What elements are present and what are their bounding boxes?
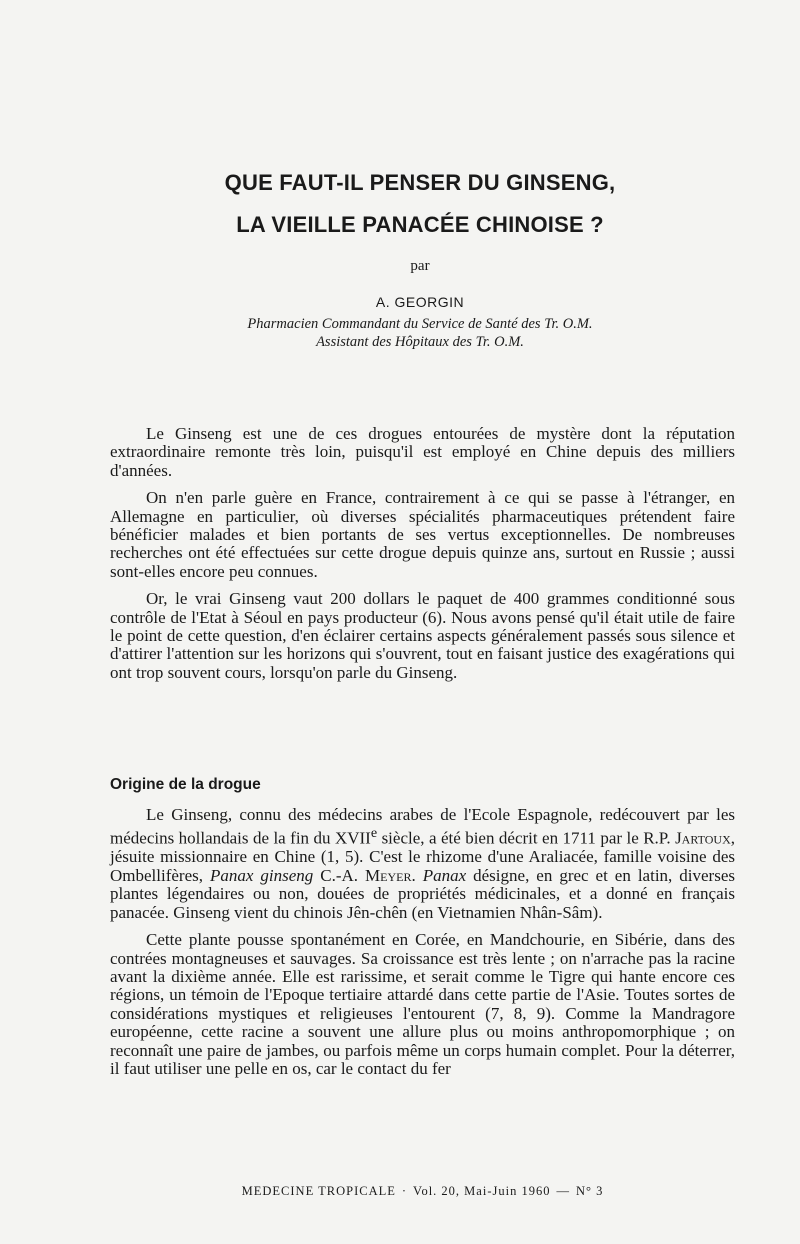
text-run: Le Ginseng, connu des médecins arabes de l'Ecole Espagnole, redécouvert par les médecins hollandais de la fin du xyxy=(110,805,735,849)
page-footer xyxy=(0,1184,800,1199)
article-title-line-1: QUE FAUT-IL PENSER DU GINSENG, xyxy=(224,170,616,195)
author-ref-meyer: Meyer xyxy=(365,865,412,885)
intro-section xyxy=(110,425,735,691)
text-run: , jésuite missionnaire en Chine (1, 5). C'est le rhizome d'une Araliacée, famille voisine des Ombellifères, xyxy=(110,829,735,885)
author-affiliation-1: Pharmacien Commandant du Service de Santé des Tr. O.M. xyxy=(247,316,593,332)
species-name: Panax ginseng xyxy=(209,865,314,885)
genus-name: Panax xyxy=(422,865,467,885)
author-name: A. GEORGIN xyxy=(375,294,465,310)
journal-number: N° 3 xyxy=(575,1184,604,1198)
footer-separator: · xyxy=(401,1184,408,1198)
century-numeral: XVII xyxy=(334,829,371,849)
journal-name: MEDECINE TROPICALE xyxy=(241,1184,396,1198)
author-affiliation-2: Assistant des Hôpitaux des Tr. O.M. xyxy=(316,334,524,350)
byline-par: par xyxy=(410,258,430,274)
text-run: siècle, a été bien décrit en 1711 par le R.P. xyxy=(377,829,676,849)
article-title-line-2: LA VIEILLE PANACÉE CHINOISE ? xyxy=(236,212,604,237)
intro-paragraph-2: On n'en parle guère en France, contrairement à ce qui se passe à l'étranger, en Allemagne en particulier, où diverses spécialités pharmaceutiques prétendent faire bénéficier malades et bien portants de ses vertus exceptionnelles. De nombreuses recherches ont été effectuées sur cette drogue depuis quinze ans, surtout en Russie ; aussi sont-elles encore peu connues. xyxy=(110,488,735,581)
text-run: . xyxy=(411,865,423,885)
century-superscript: e xyxy=(370,825,378,842)
text-run: désigne, en grec et en latin, diverses plantes légendaires ou non, douées de propriétés médicinales, et a donné en français panacée. Ginseng vient du chinois Jên-chên (en Vietnamien Nhân-Sâm). xyxy=(110,865,735,922)
origin-paragraph-2: Cette plante pousse spontanément en Corée, en Mandchourie, en Sibérie, dans des contrées montagneuses et sauvages. Sa croissance est très lente ; on n'arrache pas la racine avant la dixième année. Elle est rarissime, et serait comme le Tigre qui hante encore ces régions, un témoin de l'Epoque tertiaire attardé dans cette partie de l'Asie. Toutes sortes de considérations mystiques et religieuses l'entourent (7, 8, 9). Comme la Mandragore européenne, cette racine a souvent une allure plus ou moins anthropomorphique ; on reconnaît une paire de jambes, ou parfois même un corps humain complet. Pour la déterrer, il faut utiliser une pelle en os, car le contact du fer xyxy=(110,930,735,1078)
text-run: C.-A. xyxy=(313,865,366,885)
footer-dash: — xyxy=(556,1184,570,1198)
journal-volume: Vol. 20, Mai-Juin 1960 xyxy=(413,1184,551,1198)
section-heading: Origine de la drogue xyxy=(110,776,261,793)
intro-paragraph-3: Or, le vrai Ginseng vaut 200 dollars le paquet de 400 grammes conditionné sous contrôle de l'Etat à Séoul en pays producteur (6). Nous avons pensé qu'il était utile de faire le point de cette question, d'en éclairer certains aspects généralement passés sous silence et d'attirer l'attention sur les horizons qui s'ouvrent, tout en faisant justice des exagérations qui ont trop souvent cours, lorsqu'on parle du Ginseng. xyxy=(110,589,735,682)
origin-section xyxy=(110,806,735,1087)
intro-paragraph-1: Le Ginseng est une de ces drogues entourées de mystère dont la réputation extraordinaire remonte très loin, puisqu'il est employé en Chine depuis des milliers d'années. xyxy=(110,424,735,480)
origin-paragraph-1 xyxy=(110,806,735,922)
author-ref-jartoux: Jartoux xyxy=(675,829,731,849)
